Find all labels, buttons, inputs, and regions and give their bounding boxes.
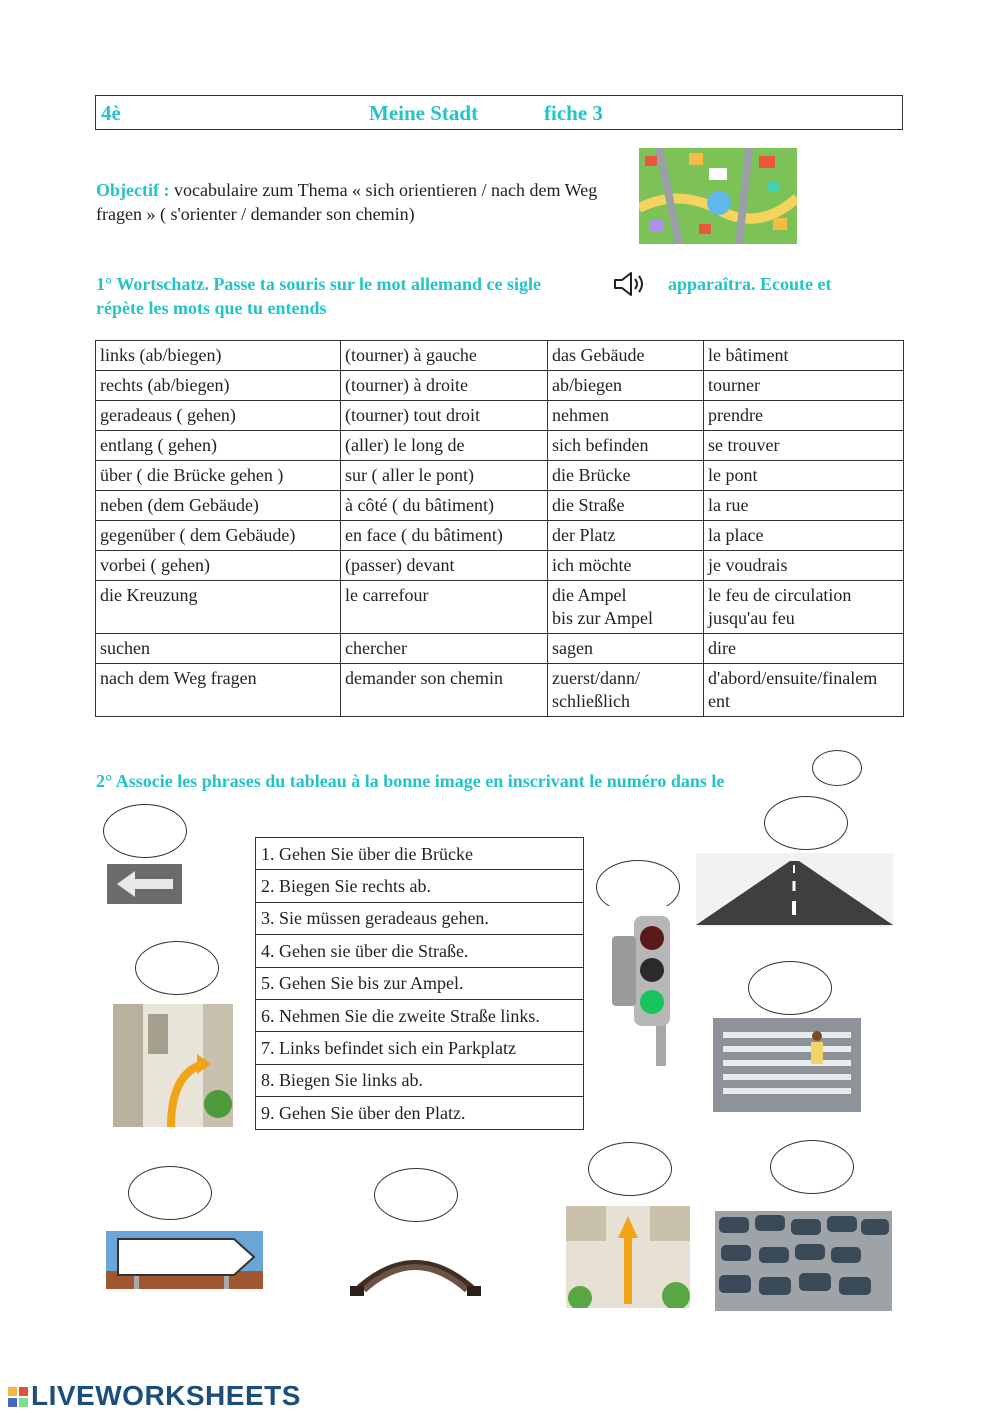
sentence-row [256, 1097, 584, 1129]
vocab-cell: das Gebäude [548, 341, 704, 371]
sentence-text: 7. Links befindet sich ein Parkplatz [256, 1032, 584, 1064]
vocab-cell: die Brücke [548, 461, 704, 491]
vocab-cell: geradeaus ( gehen) [96, 401, 341, 431]
vocab-cell: (tourner) tout droit [341, 401, 548, 431]
sentence-row [256, 1064, 584, 1096]
vocab-row [96, 581, 904, 634]
sentence-row [256, 902, 584, 934]
vocab-row [96, 664, 904, 717]
vocab-cell: über ( die Brücke gehen ) [96, 461, 341, 491]
town-map-illustration [639, 148, 797, 244]
vocab-cell: (tourner) à droite [341, 371, 548, 401]
left-arrow-icon [107, 864, 182, 904]
vocab-cell: le carrefour [341, 581, 548, 634]
section1-title-c: répète les mots que tu entends [96, 298, 327, 318]
vocab-row [96, 491, 904, 521]
sentence-text: 9. Gehen Sie über den Platz. [256, 1097, 584, 1129]
sentence-row [256, 967, 584, 999]
answer-oval-straight[interactable] [588, 1142, 672, 1196]
vocab-cell: le feu de circulation jusqu'au feu [704, 581, 904, 634]
answer-oval-sample [812, 750, 862, 786]
sheet-label: fiche 3 [544, 101, 603, 125]
parking-lot-image [715, 1211, 892, 1311]
straight-crossing-image [566, 1206, 690, 1308]
right-turn-image [113, 1004, 233, 1127]
vocab-table [95, 340, 904, 717]
answer-oval-right-turn[interactable] [135, 941, 219, 995]
vocab-cell: sagen [548, 634, 704, 664]
answer-oval-bridge[interactable] [374, 1168, 458, 1222]
brand-logo-icon [8, 1387, 28, 1407]
vocab-cell: le bâtiment [704, 341, 904, 371]
vocab-cell: nach dem Weg fragen [96, 664, 341, 717]
sign-right-image [106, 1231, 263, 1289]
brand-logo-text: LIVEWORKSHEETS [31, 1380, 301, 1411]
answer-oval-road[interactable] [764, 796, 848, 850]
sentence-row [256, 935, 584, 967]
sentence-text: 8. Biegen Sie links ab. [256, 1064, 584, 1096]
vocab-cell: tourner [704, 371, 904, 401]
vocab-cell: dire [704, 634, 904, 664]
vocab-cell: demander son chemin [341, 664, 548, 717]
vocab-cell: d'abord/ensuite/finalem ent [704, 664, 904, 717]
section2-title: 2° Associe les phrases du tableau à la bonne image en inscrivant le numéro dans le [96, 771, 725, 791]
vocab-cell: la place [704, 521, 904, 551]
vocab-cell: à côté ( du bâtiment) [341, 491, 548, 521]
sentence-text: 3. Sie müssen geradeaus gehen. [256, 902, 584, 934]
sentence-text: 4. Gehen sie über die Straße. [256, 935, 584, 967]
sentence-text: 1. Gehen Sie über die Brücke [256, 838, 584, 870]
vocab-cell: rechts (ab/biegen) [96, 371, 341, 401]
sentence-row [256, 838, 584, 870]
vocab-cell: die Ampel bis zur Ampel [548, 581, 704, 634]
section1-title-a: 1° Wortschatz. Passe ta souris sur le mot allemand ce sigle [96, 274, 541, 294]
vocab-cell: vorbei ( gehen) [96, 551, 341, 581]
level-label: 4è [101, 101, 121, 125]
vocab-cell: gegenüber ( dem Gebäude) [96, 521, 341, 551]
vocab-cell: neben (dem Gebäude) [96, 491, 341, 521]
sentence-text: 2. Biegen Sie rechts ab. [256, 870, 584, 902]
vocab-cell: ich möchte [548, 551, 704, 581]
speaker-icon [613, 271, 649, 297]
sentence-row [256, 1032, 584, 1064]
answer-oval-left-arrow[interactable] [103, 804, 187, 858]
objective-text: vocabulaire zum Thema « sich orientieren / nach dem Weg fragen » ( s'orienter / demander son chemin) [96, 180, 598, 224]
vocab-row [96, 341, 904, 371]
vocab-cell: prendre [704, 401, 904, 431]
sentence-table [255, 837, 584, 1130]
vocab-cell: die Straße [548, 491, 704, 521]
vocab-row [96, 551, 904, 581]
bridge-image [342, 1230, 489, 1301]
vocab-cell: der Platz [548, 521, 704, 551]
section1-title-b: apparaîtra. Ecoute et [668, 274, 832, 294]
vocab-cell: la rue [704, 491, 904, 521]
objective-label: Objectif : [96, 180, 170, 200]
vocab-cell: se trouver [704, 431, 904, 461]
vocab-cell: links (ab/biegen) [96, 341, 341, 371]
sentence-text: 5. Gehen Sie bis zur Ampel. [256, 967, 584, 999]
vocab-row [96, 461, 904, 491]
objective [96, 178, 636, 226]
vocab-cell: (tourner) à gauche [341, 341, 548, 371]
crosswalk-image [713, 1018, 861, 1112]
vocab-cell: suchen [96, 634, 341, 664]
vocab-row [96, 521, 904, 551]
answer-oval-parking[interactable] [770, 1140, 854, 1194]
vocab-cell: entlang ( gehen) [96, 431, 341, 461]
answer-oval-crosswalk[interactable] [748, 961, 832, 1015]
brand-logo [8, 1380, 301, 1412]
vocab-row [96, 634, 904, 664]
vocab-row [96, 401, 904, 431]
vocab-cell: chercher [341, 634, 548, 664]
sentence-row [256, 999, 584, 1031]
road-straight-image [696, 853, 893, 927]
vocab-cell: sur ( aller le pont) [341, 461, 548, 491]
sentence-row [256, 870, 584, 902]
vocab-cell: je voudrais [704, 551, 904, 581]
vocab-cell: le pont [704, 461, 904, 491]
vocab-row [96, 431, 904, 461]
traffic-light-image [604, 906, 686, 1066]
vocab-cell: nehmen [548, 401, 704, 431]
vocab-cell: (passer) devant [341, 551, 548, 581]
header-box [95, 95, 903, 130]
page-title: Meine Stadt [369, 101, 479, 125]
vocab-cell: die Kreuzung [96, 581, 341, 634]
vocab-cell: zuerst/dann/ schließlich [548, 664, 704, 717]
vocab-cell: en face ( du bâtiment) [341, 521, 548, 551]
vocab-row [96, 371, 904, 401]
vocab-cell: sich befinden [548, 431, 704, 461]
vocab-cell: (aller) le long de [341, 431, 548, 461]
answer-oval-sign-right[interactable] [128, 1166, 212, 1220]
sentence-text: 6. Nehmen Sie die zweite Straße links. [256, 999, 584, 1031]
vocab-cell: ab/biegen [548, 371, 704, 401]
